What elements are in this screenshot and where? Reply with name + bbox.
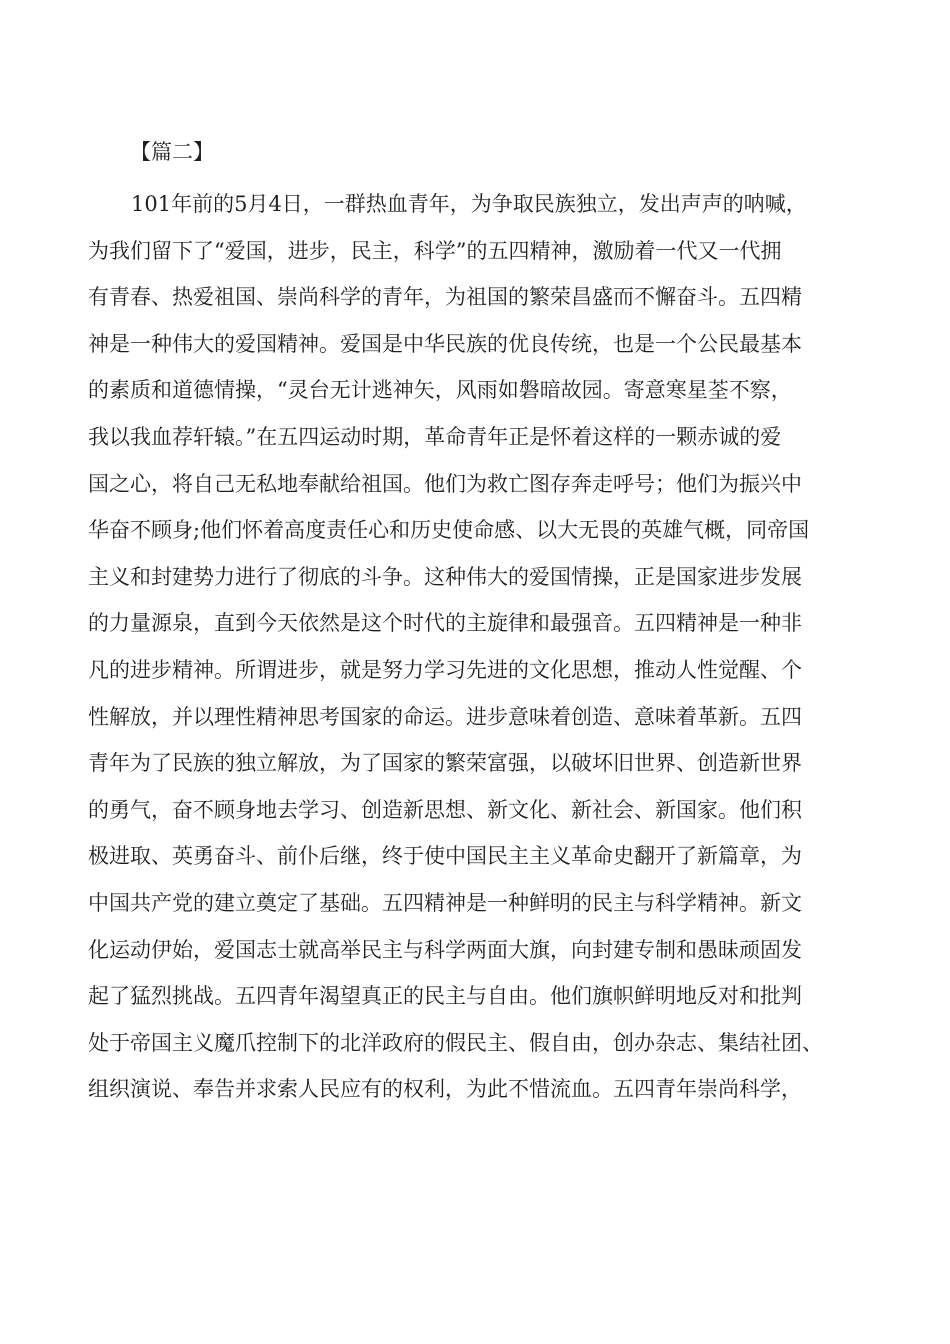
text-line: 凡的进步精神。所谓进步，就是努力学习先进的文化思想，推动人性觉醒、个 [88, 657, 802, 682]
section-heading: 【篇二】 [130, 140, 214, 164]
text-line: 为我们留下了“爱国，进步，民主，科学”的五四精神，激励着一代又一代拥 [88, 238, 782, 263]
text-line: 的力量源泉，直到今天依然是这个时代的主旋律和最强音。五四精神是一种非 [88, 611, 802, 636]
text-line: 处于帝国主义魔爪控制下的北洋政府的假民主、假自由，创办杂志、集结社团、 [88, 1030, 823, 1055]
text-line: 极进取、英勇奋斗、前仆后继，终于使中国民主主义革命史翻开了新篇章，为 [88, 844, 802, 869]
text-line: 有青春、热爱祖国、崇尚科学的青年，为祖国的繁荣昌盛而不懈奋斗。五四精 [88, 285, 802, 310]
text-line: 101年前的5月4日，一群热血青年，为争取民族独立，发出声声的呐喊， [131, 192, 807, 216]
text-line: 的素质和道德情操，“灵台无计逃神矢，风雨如磐暗故园。寄意寒星荃不察， [88, 378, 792, 403]
text-line: 化运动伊始，爱国志士就高举民主与科学两面大旗，向封建专制和愚昧顽固发 [88, 937, 802, 962]
body-text [0, 181, 950, 1113]
text-line: 华奋不顾身;他们怀着高度责任心和历史使命感、以大无畏的英雄气概，同帝国 [88, 518, 810, 543]
text-line: 青年为了民族的独立解放，为了国家的繁荣富强，以破坏旧世界、创造新世界 [88, 751, 802, 776]
text-line: 神是一种伟大的爱国精神。爱国是中华民族的优良传统，也是一个公民最基本 [88, 331, 802, 356]
text-line: 性解放，并以理性精神思考国家的命运。进步意味着创造、意味着革新。五四 [88, 704, 802, 729]
text-line: 主义和封建势力进行了彻底的斗争。这种伟大的爱国情操，正是国家进步发展 [88, 564, 802, 589]
text-line: 起了猛烈挑战。五四青年渴望真正的民主与自由。他们旗帜鲜明地反对和批判 [88, 984, 802, 1009]
text-line: 组织演说、奉告并求索人民应有的权利，为此不惜流血。五四青年崇尚科学， [88, 1077, 802, 1102]
text-line: 的勇气，奋不顾身地去学习、创造新思想、新文化、新社会、新国家。他们积 [88, 797, 802, 822]
text-line: 国之心，将自己无私地奉献给祖国。他们为救亡图存奔走呼号；他们为振兴中 [88, 471, 802, 496]
text-line: 我以我血荐轩辕。”在五四运动时期，革命青年正是怀着这样的一颗赤诚的爱 [88, 424, 782, 449]
text-line: 中国共产党的建立奠定了基础。五四精神是一种鲜明的民主与科学精神。新文 [88, 890, 802, 915]
